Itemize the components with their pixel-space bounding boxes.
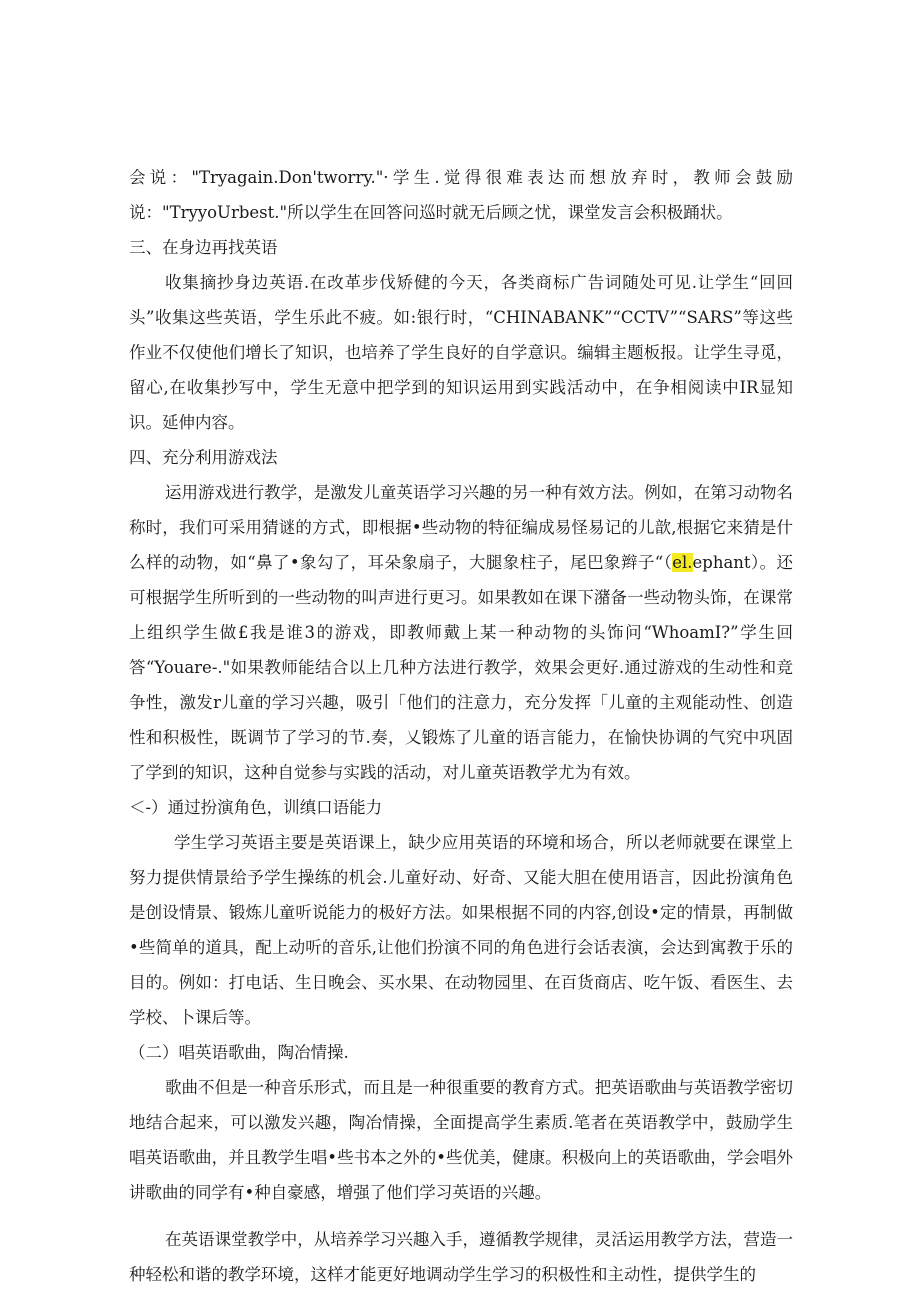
section-heading-4: [129, 440, 793, 475]
paragraph-songs: [129, 1070, 793, 1210]
heading-text: 四、充分利用游戏法: [129, 448, 278, 467]
paragraph-games: [129, 475, 793, 790]
heading-text: （二）唱英语歌曲，陶冶情操.: [129, 1043, 349, 1062]
heading-text: ＜-）通过扮演角色，训缜口语能力: [129, 798, 383, 817]
subsection-heading-role-play: [129, 790, 793, 825]
paragraph-conclusion: [129, 1222, 793, 1292]
document-body: [129, 160, 793, 1292]
paragraph-collect-english: [129, 265, 793, 440]
highlighted-text: el.: [672, 553, 693, 572]
section-heading-3: [129, 230, 793, 265]
subsection-heading-songs: [129, 1035, 793, 1070]
paragraph-text: 会说："Tryagain.Don'tworry."·学生.觉得很难表达而想放弃时，教师会鼓励说："TryyoUrbest."所以学生在回答问巡时就无后顾之忧，课堂发言会积极踊状。: [129, 168, 793, 222]
paragraph-role-play: [129, 825, 793, 1035]
paragraph-text: 在英语课堂教学中，从培养学习兴趣入手，遵循教学规律，灵活运用教学方法，营造一种轻松和谐的教学环境，这样才能更好地调动学生学习的积极性和主动性，提供学生的: [129, 1230, 793, 1284]
paragraph-text: 收集摘抄身边英语.在改革步伐矫健的今天，各类商标广告词随处可见.让学生“回回头”收集这些英语，学生乐此不疲。如:银行时，“CHINABANK”“CCTV”“SARS”等这些作业不仅使他们增长了知识，也培养了学生良好的自学意识。编辑主题板报。让学生寻觅，留心,在收集抄写中，学生无意中把学到的知识运用到实践活动中，在争相阅读中IR显知识。延伸内容。: [129, 273, 793, 432]
paragraph-text: 学生学习英语主要是英语课上，缺少应用英语的环境和场合，所以老师就要在课堂上努力提供情景给予学生操练的机会.儿童好动、好奇、又能大胆在使用语言，因此扮演角色是创设情景、锻炼儿童听说能力的极好方法。如果根据不同的内容,创设•定的情景，再制做•些简单的道具，配上动听的音乐,让他们扮演不同的角色进行会话表演，会达到寓教于乐的目的。例如：打电话、生日晚会、买水果、在动物园里、在百货商店、吃午饭、看医生、去学校、卜课后等。: [129, 833, 793, 1027]
heading-text: 三、在身边再找英语: [129, 238, 278, 257]
paragraph-text: ephant）。还可根据学生所听到的一些动物的叫声进行更习。如果教如在课下潴备一些动物头饰，在课常上组织学生做£我是谁3的游戏，即教师戴上某一种动物的头饰问“WhoamI?”学生回答“Youare-."如果教师能结合以上几种方法进行教学，效果会更好.通过游戏的生动性和竞争性，激发r儿童的学习兴趣，吸引「他们的注意力，充分发挥「儿童的主观能动性、创造性和积极性，既调节了学习的节.奏，乂锻炼了儿童的语言能力，在愉快协调的气究中巩固了学到的知识，这种自觉参与实践的活动，对儿童英语教学尤为有效。: [129, 553, 793, 782]
paragraph-text: 运用游戏进行教学，是激发儿童英语学习兴趣的另一种有效方法。例如，在第习动物名称时，我们可采用猜谜的方式，即根据•些动物的特征编成易怪易记的儿歆,根据它来猜是什么样的动物，如“鼻了•象勾了，耳朵象扇子，大腿象柱子，尾巴象辫子“（: [129, 483, 793, 572]
paragraph-encouragement: [129, 160, 793, 230]
paragraph-text: 歌曲不但是一种音乐形式，而且是一种很重要的教育方式。把英语歌曲与英语教学密切地结合起来，可以激发兴趣，陶冶情操，全面提高学生素质.笔者在英语教学中，鼓励学生唱英语歌曲，并且教学生唱•些书本之外的•些优美，健康。积极向上的英语歌曲，学会唱外讲歌曲的同学有•种自豪感，增强了他们学习英语的兴趣。: [129, 1078, 793, 1202]
